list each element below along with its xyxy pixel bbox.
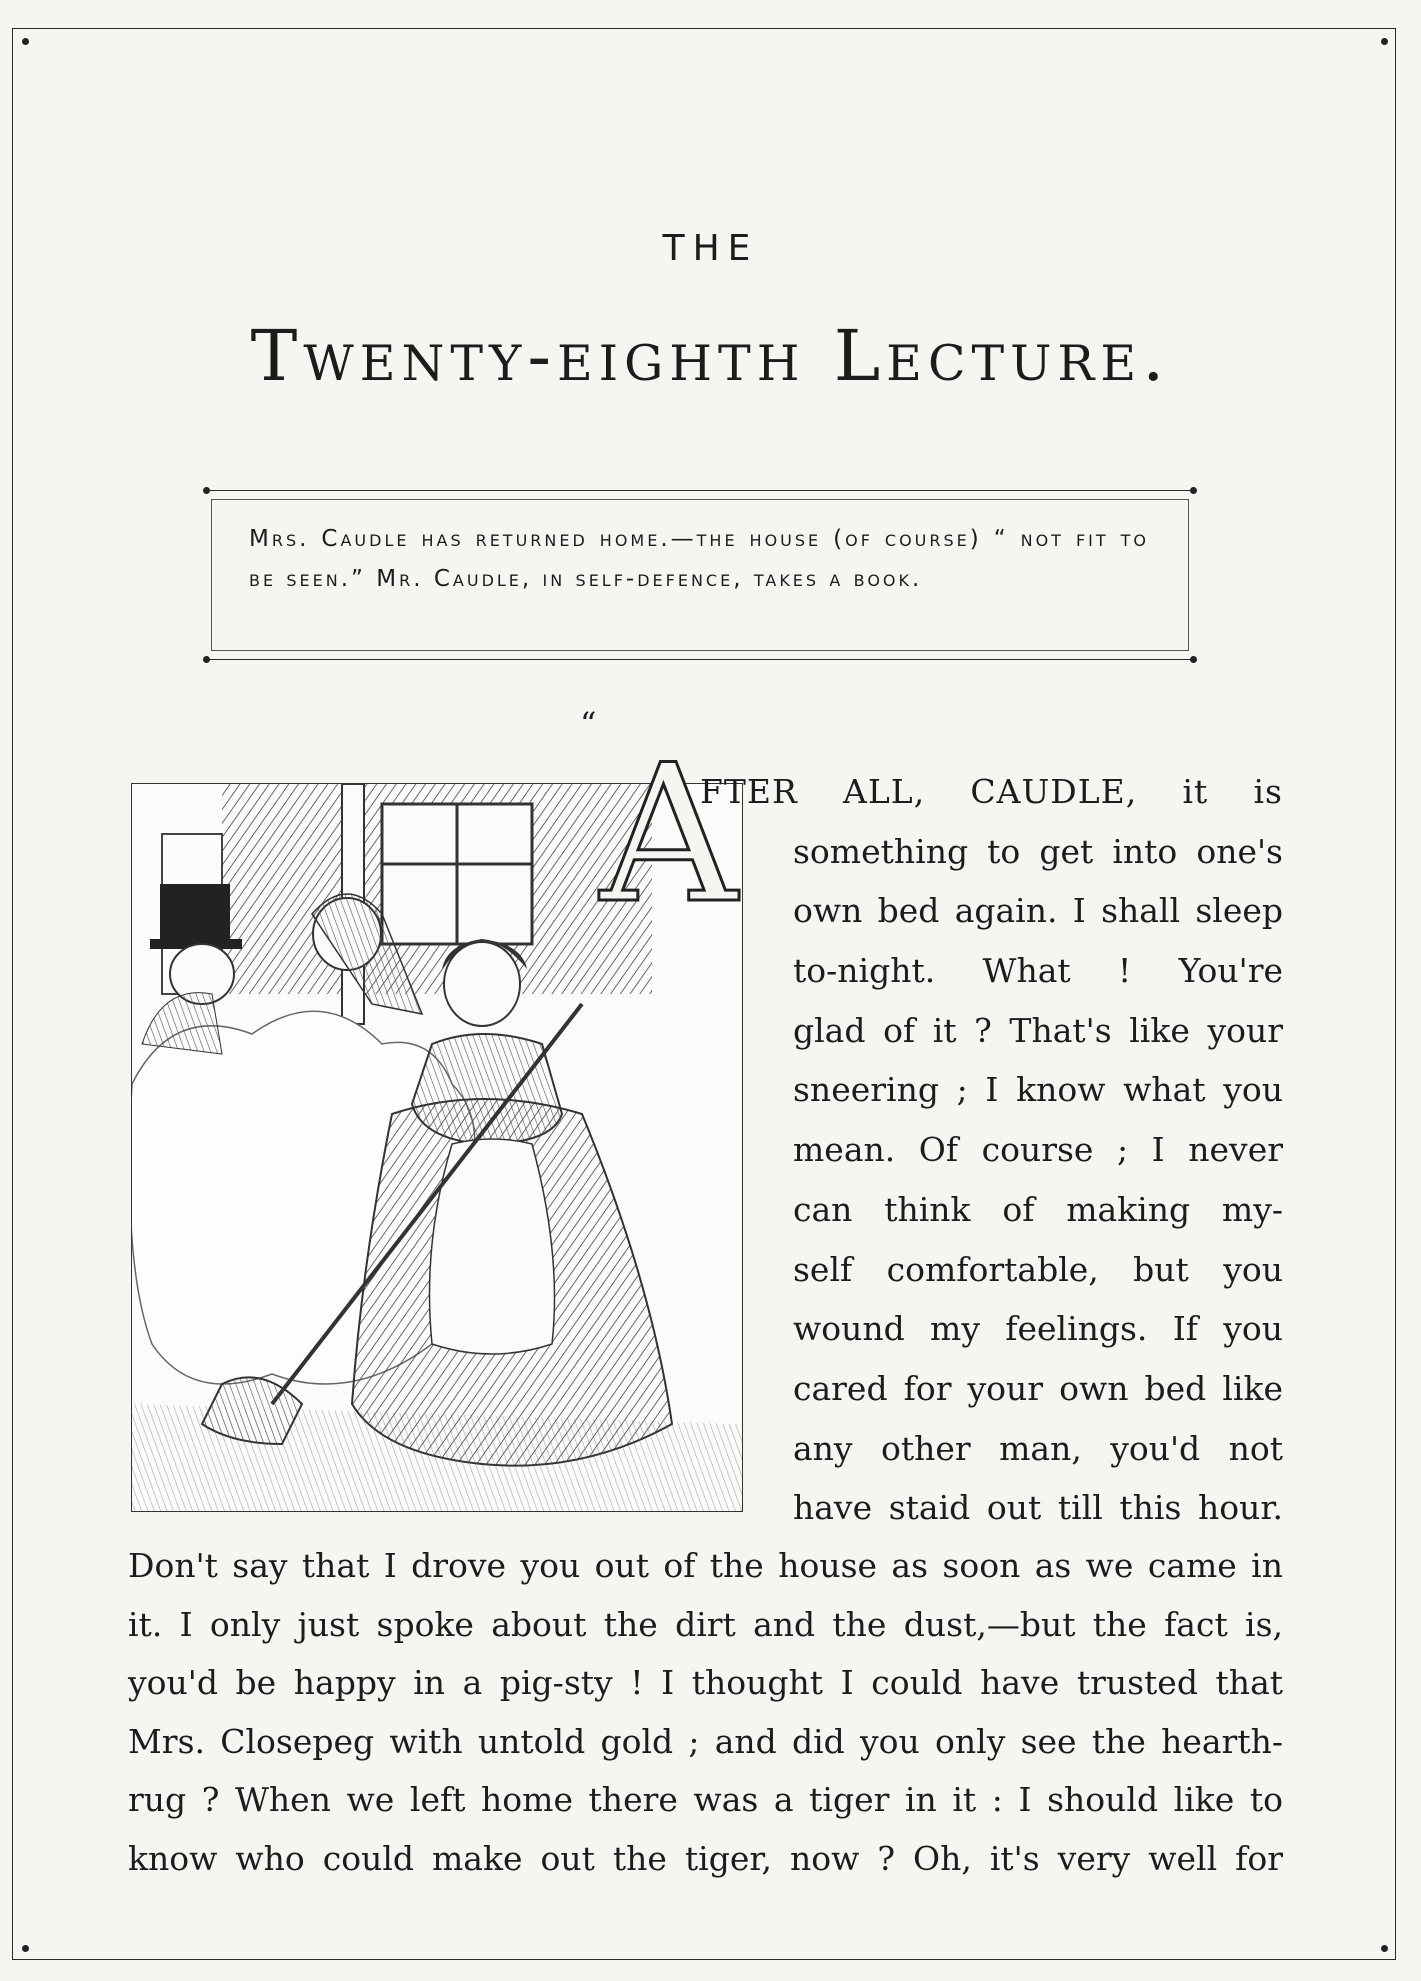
text-line: to-night. What ! You're — [793, 951, 1283, 991]
text-line: Mrs. Closepeg with untold gold ; and did you only see the hearth- — [128, 1721, 1283, 1761]
full-width-text — [128, 1537, 1283, 1889]
box-dot — [1190, 487, 1197, 494]
corner-dot — [22, 1945, 29, 1952]
text-line: wound my feelings. If you — [793, 1309, 1283, 1349]
chapter-summary-box — [207, 490, 1193, 660]
heading-pre: THE — [662, 228, 759, 269]
box-dot — [1190, 656, 1197, 663]
text-line: you'd be happy in a pig-sty ! I thought I could have trusted that — [128, 1663, 1283, 1703]
text-line: FTER ALL, CAUDLE, it is — [700, 772, 1283, 811]
text-line: cared for your own bed like — [793, 1368, 1283, 1408]
open-quote: “ — [580, 705, 597, 743]
side-column — [793, 762, 1283, 1538]
text-line: any other man, you'd not — [793, 1428, 1283, 1468]
text-line: own bed again. I shall sleep — [793, 891, 1283, 931]
text-line: mean. Of course ; I never — [793, 1130, 1283, 1170]
text-line: it. I only just spoke about the dirt and the dust,—but the fact is, — [128, 1604, 1283, 1644]
corner-dot — [22, 38, 29, 45]
text-line: know who could make out the tiger, now ? Oh, it's very well for — [128, 1838, 1283, 1878]
text-line: Don't say that I drove you out of the house as soon as we came in — [128, 1546, 1283, 1585]
text-line: self comfortable, but you — [793, 1249, 1283, 1289]
text-line: sneering ; I know what you — [793, 1070, 1283, 1110]
box-dot — [203, 656, 210, 663]
text-line: rug ? When we left home there was a tiger in it : I should like to — [128, 1780, 1283, 1820]
text-line: glad of it ? That's like your — [793, 1010, 1283, 1050]
corner-dot — [1381, 38, 1388, 45]
text-line: have staid out till this hour. — [793, 1488, 1283, 1528]
text-line: can think of making my- — [793, 1189, 1283, 1229]
corner-dot — [1381, 1945, 1388, 1952]
text-line: something to get into one's — [793, 831, 1283, 871]
chapter-title: Twenty-eighth Lecture. — [250, 315, 1171, 397]
box-dot — [203, 487, 210, 494]
drop-cap: A — [600, 724, 738, 945]
chapter-summary-text: Mrs. Caudle has returned home.—the house (of course) “ not fit to be seen.” Mr. Caudle, in self-defence, takes a book. — [249, 526, 1149, 592]
